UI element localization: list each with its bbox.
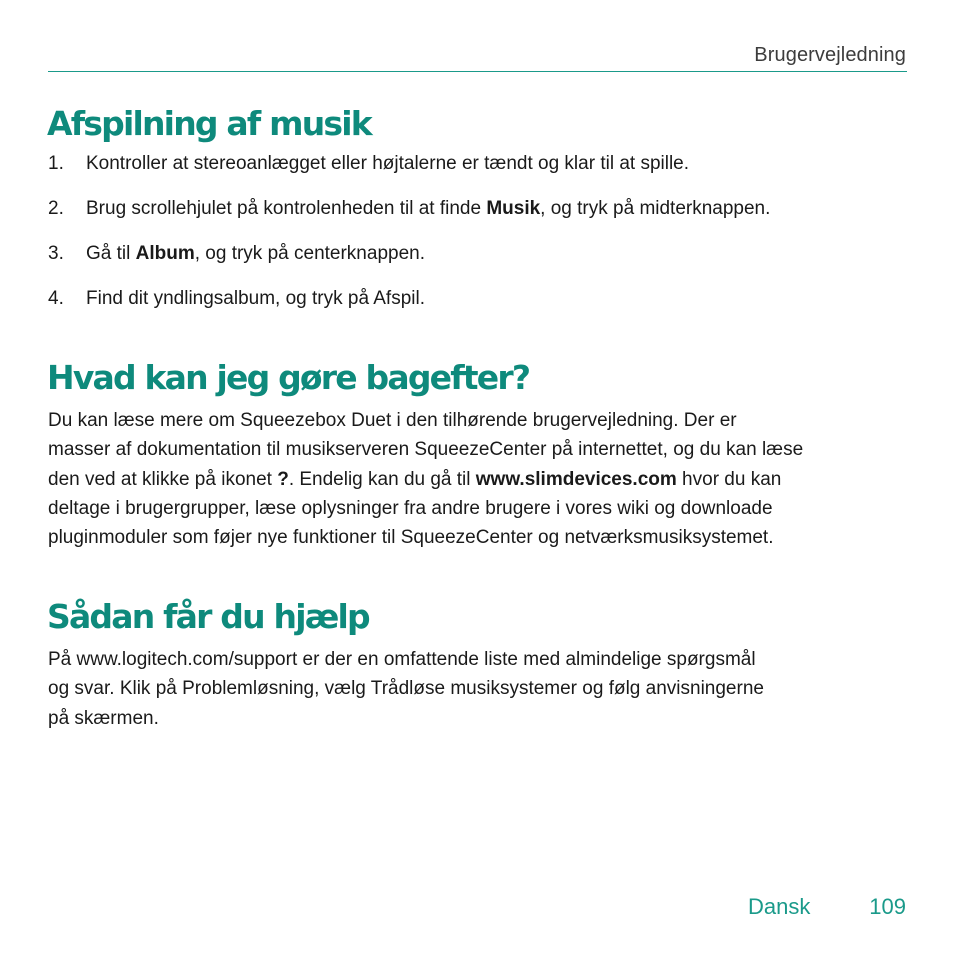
paragraph-line: På www.logitech.com/support er der en omfattende liste med almindelige spørgsmål bbox=[48, 649, 756, 670]
step-text: Find dit yndlingsalbum, og tryk på Afspil. bbox=[86, 288, 426, 309]
paragraph-line: pluginmoduler som føjer nye funktioner til SqueezeCenter og netværksmusiksystemet. bbox=[48, 527, 774, 549]
playback-steps-list bbox=[48, 152, 770, 332]
step-text: Brug scrollehjulet på kontrolenheden til at finde Musik, og tryk på midterknappen. bbox=[86, 198, 771, 219]
step-text: Gå til Album, og tryk på centerknappen. bbox=[86, 243, 425, 264]
list-item bbox=[48, 242, 770, 287]
paragraph-line: Du kan læse mere om Squeezebox Duet i den tilhørende brugervejledning. Der er bbox=[48, 410, 737, 431]
step-number: 1. bbox=[48, 153, 64, 174]
paragraph-line: og svar. Klik på Problemløsning, vælg Trådløse musiksystemer og følg anvisningerne bbox=[48, 678, 764, 700]
section-title-next-steps: Hvad kan jeg gøre bagefter? bbox=[47, 358, 530, 397]
list-item bbox=[48, 152, 770, 197]
section-title-help: Sådan får du hjælp bbox=[47, 597, 369, 636]
paragraph-line: masser af dokumentation til musikserveren SqueezeCenter på internettet, og du kan læse bbox=[48, 439, 804, 461]
next-steps-paragraph: Du kan læse mere om Squeezebox Duet i den tilhørende brugervejledning. Der er masser af dokumentation til musikserveren SqueezeCenter på internettet, og du kan læse den ved at klikke på ikonet ?. Endelig kan du gå til www.slimdevices.com hvor du kan deltage i brugergrupper, læse oplysninger fra andre brugere i vores wiki og downloade pluginmoduler som føjer nye funktioner til SqueezeCenter og netværksmusiksystemet. bbox=[48, 410, 804, 549]
header-rule bbox=[48, 71, 907, 72]
paragraph-line: deltage i brugergrupper, læse oplysninger fra andre brugere i vores wiki og downloade bbox=[48, 497, 773, 519]
help-icon-symbol: ? bbox=[277, 468, 289, 490]
paragraph-line: på skærmen. bbox=[48, 707, 159, 729]
step-keyword: Musik bbox=[486, 198, 541, 219]
section-title-playback: Afspilning af musik bbox=[47, 104, 371, 143]
step-number: 2. bbox=[48, 198, 64, 219]
page-number: 109 bbox=[869, 894, 906, 919]
help-paragraph bbox=[48, 645, 918, 733]
footer-language: Dansk bbox=[748, 894, 811, 919]
step-number: 3. bbox=[48, 243, 64, 264]
header-label: Brugervejledning bbox=[754, 44, 906, 66]
list-item bbox=[48, 287, 770, 332]
step-keyword: Album bbox=[135, 243, 195, 264]
step-text: Kontroller at stereoanlægget eller højtalerne er tændt og klar til at spille. bbox=[86, 153, 690, 174]
step-number: 4. bbox=[48, 288, 64, 309]
website-link-text: www.slimdevices.com bbox=[475, 468, 677, 490]
list-item bbox=[48, 197, 770, 242]
